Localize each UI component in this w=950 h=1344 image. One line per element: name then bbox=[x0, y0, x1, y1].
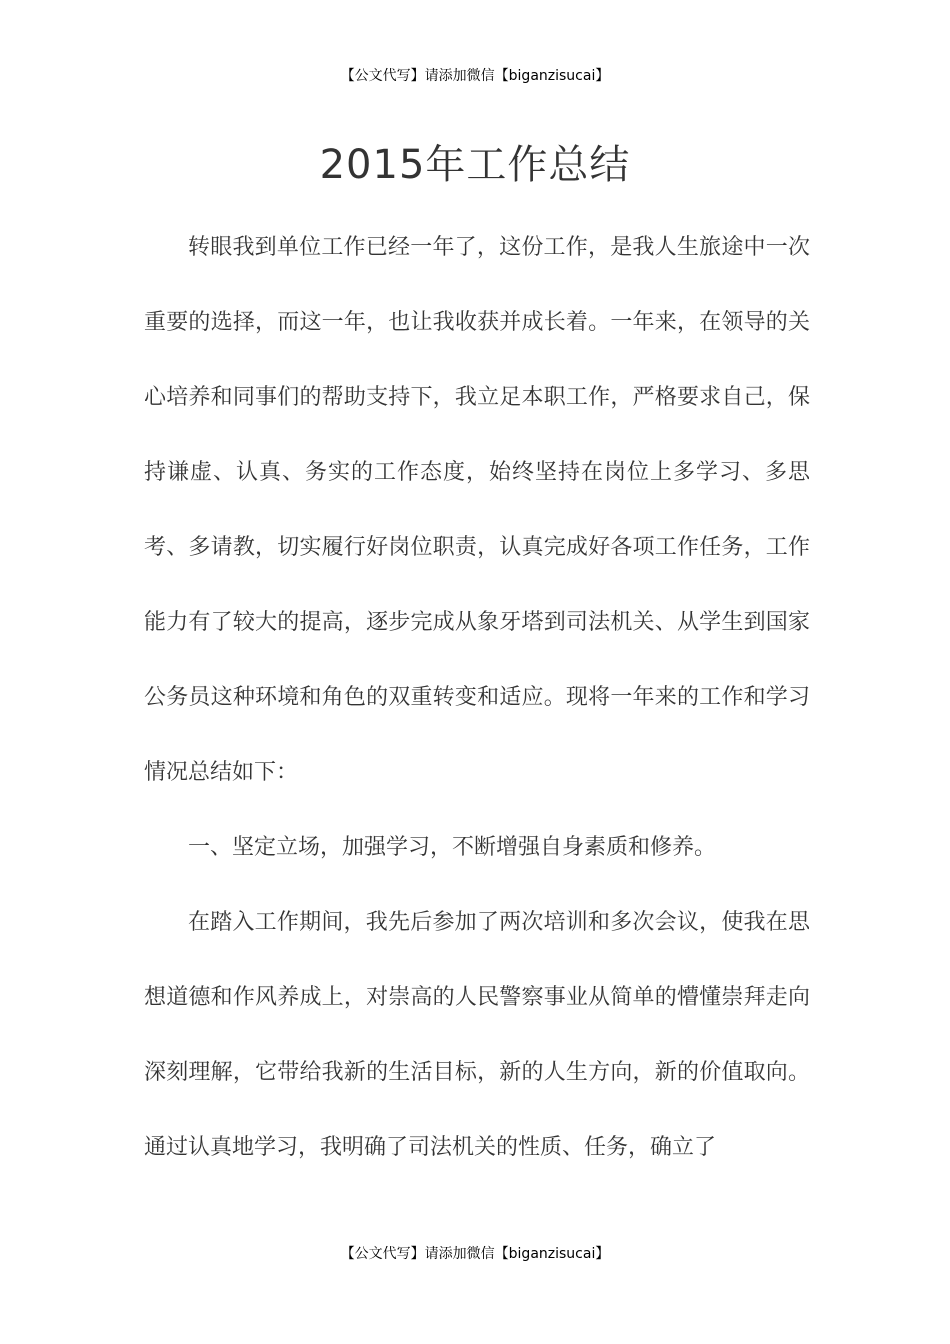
paragraph-section-1: 在踏入工作期间，我先后参加了两次培训和多次会议，使我在思想道德和作风养成上，对崇高的人民警察事业从简单的懵懂崇拜走向深刻理解，它带给我新的生活目标，新的人生方向，新的价值取向。通过认真地学习，我明确了司法机关的性质、任务，确立了 bbox=[144, 910, 810, 1160]
header-watermark-note: 【公文代写】请添加微信【biganzisucai】 bbox=[340, 68, 610, 84]
paragraph-intro: 转眼我到单位工作已经一年了，这份工作，是我人生旅途中一次重要的选择，而这一年，也让我收获并成长着。一年来，在领导的关心培养和同事们的帮助支持下，我立足本职工作，严格要求自己，保持谦虚、认真、务实的工作态度，始终坚持在岗位上多学习、多思考、多请教，切实履行好岗位职责，认真完成好各项工作任务，工作能力有了较大的提高，逐步完成从象牙塔到司法机关、从学生到国家公务员这种环境和角色的双重转变和适应。现将一年来的工作和学习情况总结如下： bbox=[144, 235, 810, 785]
footer-watermark-note: 【公文代写】请添加微信【biganzisucai】 bbox=[340, 1246, 610, 1262]
document-title: 2015年工作总结 bbox=[319, 142, 631, 188]
section-heading-1: 一、坚定立场，加强学习，不断增强自身素质和修养。 bbox=[188, 835, 717, 860]
document-body bbox=[144, 210, 810, 1185]
